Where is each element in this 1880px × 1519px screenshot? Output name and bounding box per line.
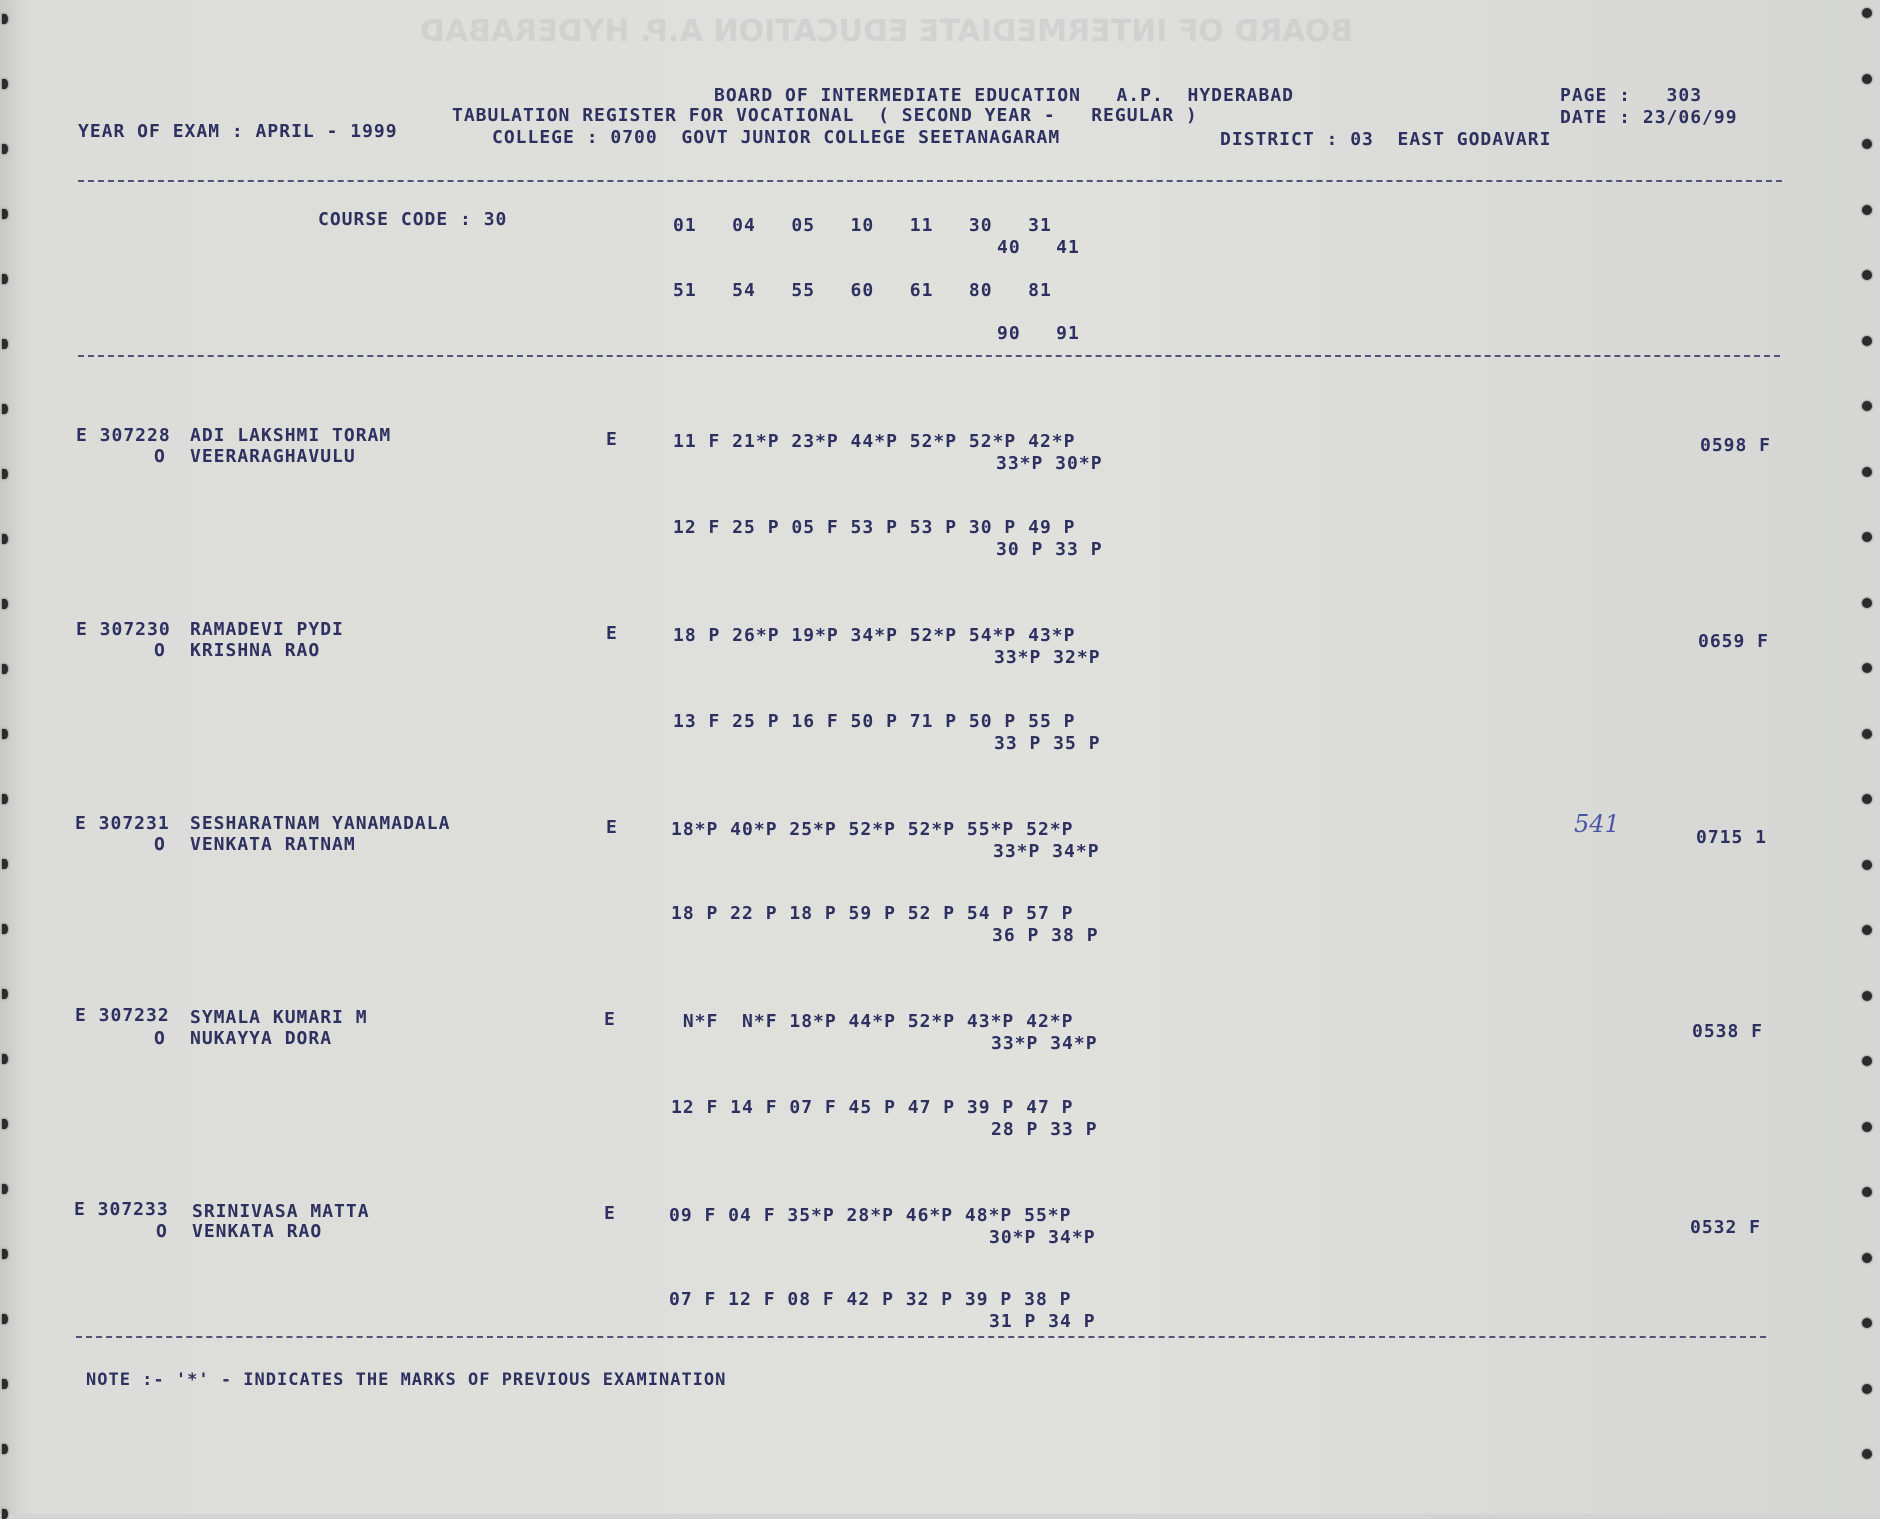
student-medium: E (604, 1009, 616, 1030)
student-name: ADI LAKSHMI TORAM (190, 425, 392, 446)
feed-hole (2, 1249, 8, 1259)
student-name: SYMALA KUMARI M (190, 1007, 368, 1028)
feed-hole (2, 79, 8, 89)
marks-row-1b: 33*P 34*P (993, 841, 1100, 862)
marks-row-1: 18*P 40*P 25*P 52*P 52*P 55*P 52*P (671, 819, 1074, 840)
marks-row-1: 18 P 26*P 19*P 34*P 52*P 54*P 43*P (673, 625, 1076, 646)
feed-hole (1862, 1253, 1872, 1263)
student-id: E 307232 (75, 1005, 170, 1026)
feed-hole (2, 469, 8, 479)
student-total-result: 0532 F (1690, 1217, 1762, 1238)
feed-hole (1862, 532, 1872, 542)
student-category: O (154, 640, 166, 661)
marks-row-2: 07 F 12 F 08 F 42 P 32 P 39 P 38 P (669, 1289, 1072, 1310)
student-id: E 307231 (75, 813, 170, 834)
marks-row-2b: 33 P 35 P (994, 733, 1101, 754)
student-father-name: VENKATA RAO (192, 1221, 323, 1242)
feed-hole (1862, 401, 1872, 411)
feed-hole (1862, 74, 1872, 84)
handwritten-note: 541 (1574, 810, 1620, 838)
feed-hole (2, 1119, 8, 1129)
student-total-result: 0715 1 (1696, 827, 1768, 848)
feed-hole (1862, 729, 1872, 739)
student-name: RAMADEVI PYDI (190, 619, 344, 640)
feed-hole (2, 1054, 8, 1064)
feed-hole (1862, 1187, 1872, 1197)
student-category: O (154, 1028, 166, 1049)
student-name: SRINIVASA MATTA (192, 1201, 370, 1222)
course-code-label: COURSE CODE : 30 (318, 209, 508, 230)
header-page-number: PAGE : 303 (1560, 85, 1703, 106)
marks-row-1b: 33*P 34*P (991, 1033, 1098, 1054)
course-code-row-3: 90 91 (997, 323, 1080, 344)
feed-hole (1862, 1056, 1872, 1066)
feed-hole (1862, 8, 1872, 18)
feed-hole (1862, 467, 1872, 477)
feed-hole (2, 924, 8, 934)
tractor-feed-holes-left (0, 0, 20, 1514)
tractor-feed-holes-right (1860, 0, 1880, 1514)
feed-hole (1862, 860, 1872, 870)
student-father-name: VEERARAGHAVULU (190, 446, 356, 467)
course-code-row-1: 01 04 05 10 11 30 31 (673, 215, 1052, 236)
course-code-row-1b: 40 41 (997, 237, 1080, 258)
feed-hole (1862, 794, 1872, 804)
marks-row-2b: 28 P 33 P (991, 1119, 1098, 1140)
feed-hole (2, 599, 8, 609)
marks-row-2b: 31 P 34 P (989, 1311, 1096, 1332)
student-total-result: 0538 F (1692, 1021, 1764, 1042)
feed-hole (1862, 1384, 1872, 1394)
student-category: O (154, 834, 166, 855)
feed-hole (2, 274, 8, 284)
feed-hole (1862, 1318, 1872, 1328)
feed-hole (2, 859, 8, 869)
feed-hole (2, 794, 8, 804)
marks-row-2: 12 F 25 P 05 F 53 P 53 P 30 P 49 P (673, 517, 1076, 538)
marks-row-1b: 33*P 30*P (996, 453, 1103, 474)
marks-row-2: 12 F 14 F 07 F 45 P 47 P 39 P 47 P (671, 1097, 1074, 1118)
course-separator (78, 355, 1780, 357)
feed-hole (2, 404, 8, 414)
student-medium: E (604, 1203, 616, 1224)
feed-hole (1862, 598, 1872, 608)
student-father-name: VENKATA RATNAM (190, 834, 356, 855)
marks-row-2: 18 P 22 P 18 P 59 P 52 P 54 P 57 P (671, 903, 1074, 924)
student-medium: E (606, 623, 618, 644)
feed-hole (2, 664, 8, 674)
feed-hole (2, 729, 8, 739)
course-code-row-2: 51 54 55 60 61 80 81 (673, 280, 1052, 301)
feed-hole (1862, 925, 1872, 935)
feed-hole (1862, 336, 1872, 346)
student-id: E 307230 (76, 619, 171, 640)
feed-hole (1862, 663, 1872, 673)
student-father-name: NUKAYYA DORA (190, 1028, 333, 1049)
marks-row-1: 11 F 21*P 23*P 44*P 52*P 52*P 42*P (673, 431, 1076, 452)
feed-hole (2, 1444, 8, 1454)
header-district: DISTRICT : 03 EAST GODAVARI (1220, 129, 1552, 150)
header-register-title: TABULATION REGISTER FOR VOCATIONAL ( SECOND YEAR - REGULAR ) (452, 105, 1198, 126)
feed-hole (1862, 1122, 1872, 1132)
student-name: SESHARATNAM YANAMADALA (190, 813, 451, 834)
feed-hole (2, 1379, 8, 1389)
marks-row-1: N*F N*F 18*P 44*P 52*P 43*P 42*P (671, 1011, 1074, 1032)
feed-hole (2, 989, 8, 999)
marks-row-2b: 30 P 33 P (996, 539, 1103, 560)
header-date: DATE : 23/06/99 (1560, 107, 1738, 128)
footer-note: NOTE :- '*' - INDICATES THE MARKS OF PREVIOUS EXAMINATION (86, 1370, 727, 1390)
feed-hole (2, 209, 8, 219)
footer-separator (76, 1336, 1766, 1338)
feed-hole (2, 1184, 8, 1194)
feed-hole (1862, 139, 1872, 149)
marks-row-1b: 30*P 34*P (989, 1227, 1096, 1248)
header-separator (78, 180, 1782, 182)
student-total-result: 0659 F (1698, 631, 1770, 652)
feed-hole (2, 1314, 8, 1324)
header-college: COLLEGE : 0700 GOVT JUNIOR COLLEGE SEETANAGARAM (492, 127, 1061, 148)
feed-hole (2, 534, 8, 544)
marks-row-2b: 36 P 38 P (992, 925, 1099, 946)
feed-hole (2, 1509, 8, 1519)
marks-row-2: 13 F 25 P 16 F 50 P 71 P 50 P 55 P (673, 711, 1076, 732)
student-total-result: 0598 F (1700, 435, 1772, 456)
bleed-through-text: BOARD OF INTERMEDIATE EDUCATION A.P. HYDERABAD (420, 14, 1354, 49)
student-category: O (156, 1221, 168, 1242)
feed-hole (1862, 1449, 1872, 1459)
header-year-of-exam: YEAR OF EXAM : APRIL - 1999 (78, 121, 398, 142)
header-board-title: BOARD OF INTERMEDIATE EDUCATION A.P. HYDERABAD (714, 85, 1295, 106)
feed-hole (1862, 270, 1872, 280)
feed-hole (1862, 991, 1872, 1001)
feed-hole (2, 144, 8, 154)
student-id: E 307228 (76, 425, 171, 446)
student-medium: E (606, 817, 618, 838)
student-category: O (154, 446, 166, 467)
student-father-name: KRISHNA RAO (190, 640, 321, 661)
marks-row-1: 09 F 04 F 35*P 28*P 46*P 48*P 55*P (669, 1205, 1072, 1226)
student-id: E 307233 (74, 1199, 169, 1220)
feed-hole (2, 14, 8, 24)
student-medium: E (606, 429, 618, 450)
feed-hole (1862, 205, 1872, 215)
feed-hole (2, 339, 8, 349)
marks-row-1b: 33*P 32*P (994, 647, 1101, 668)
